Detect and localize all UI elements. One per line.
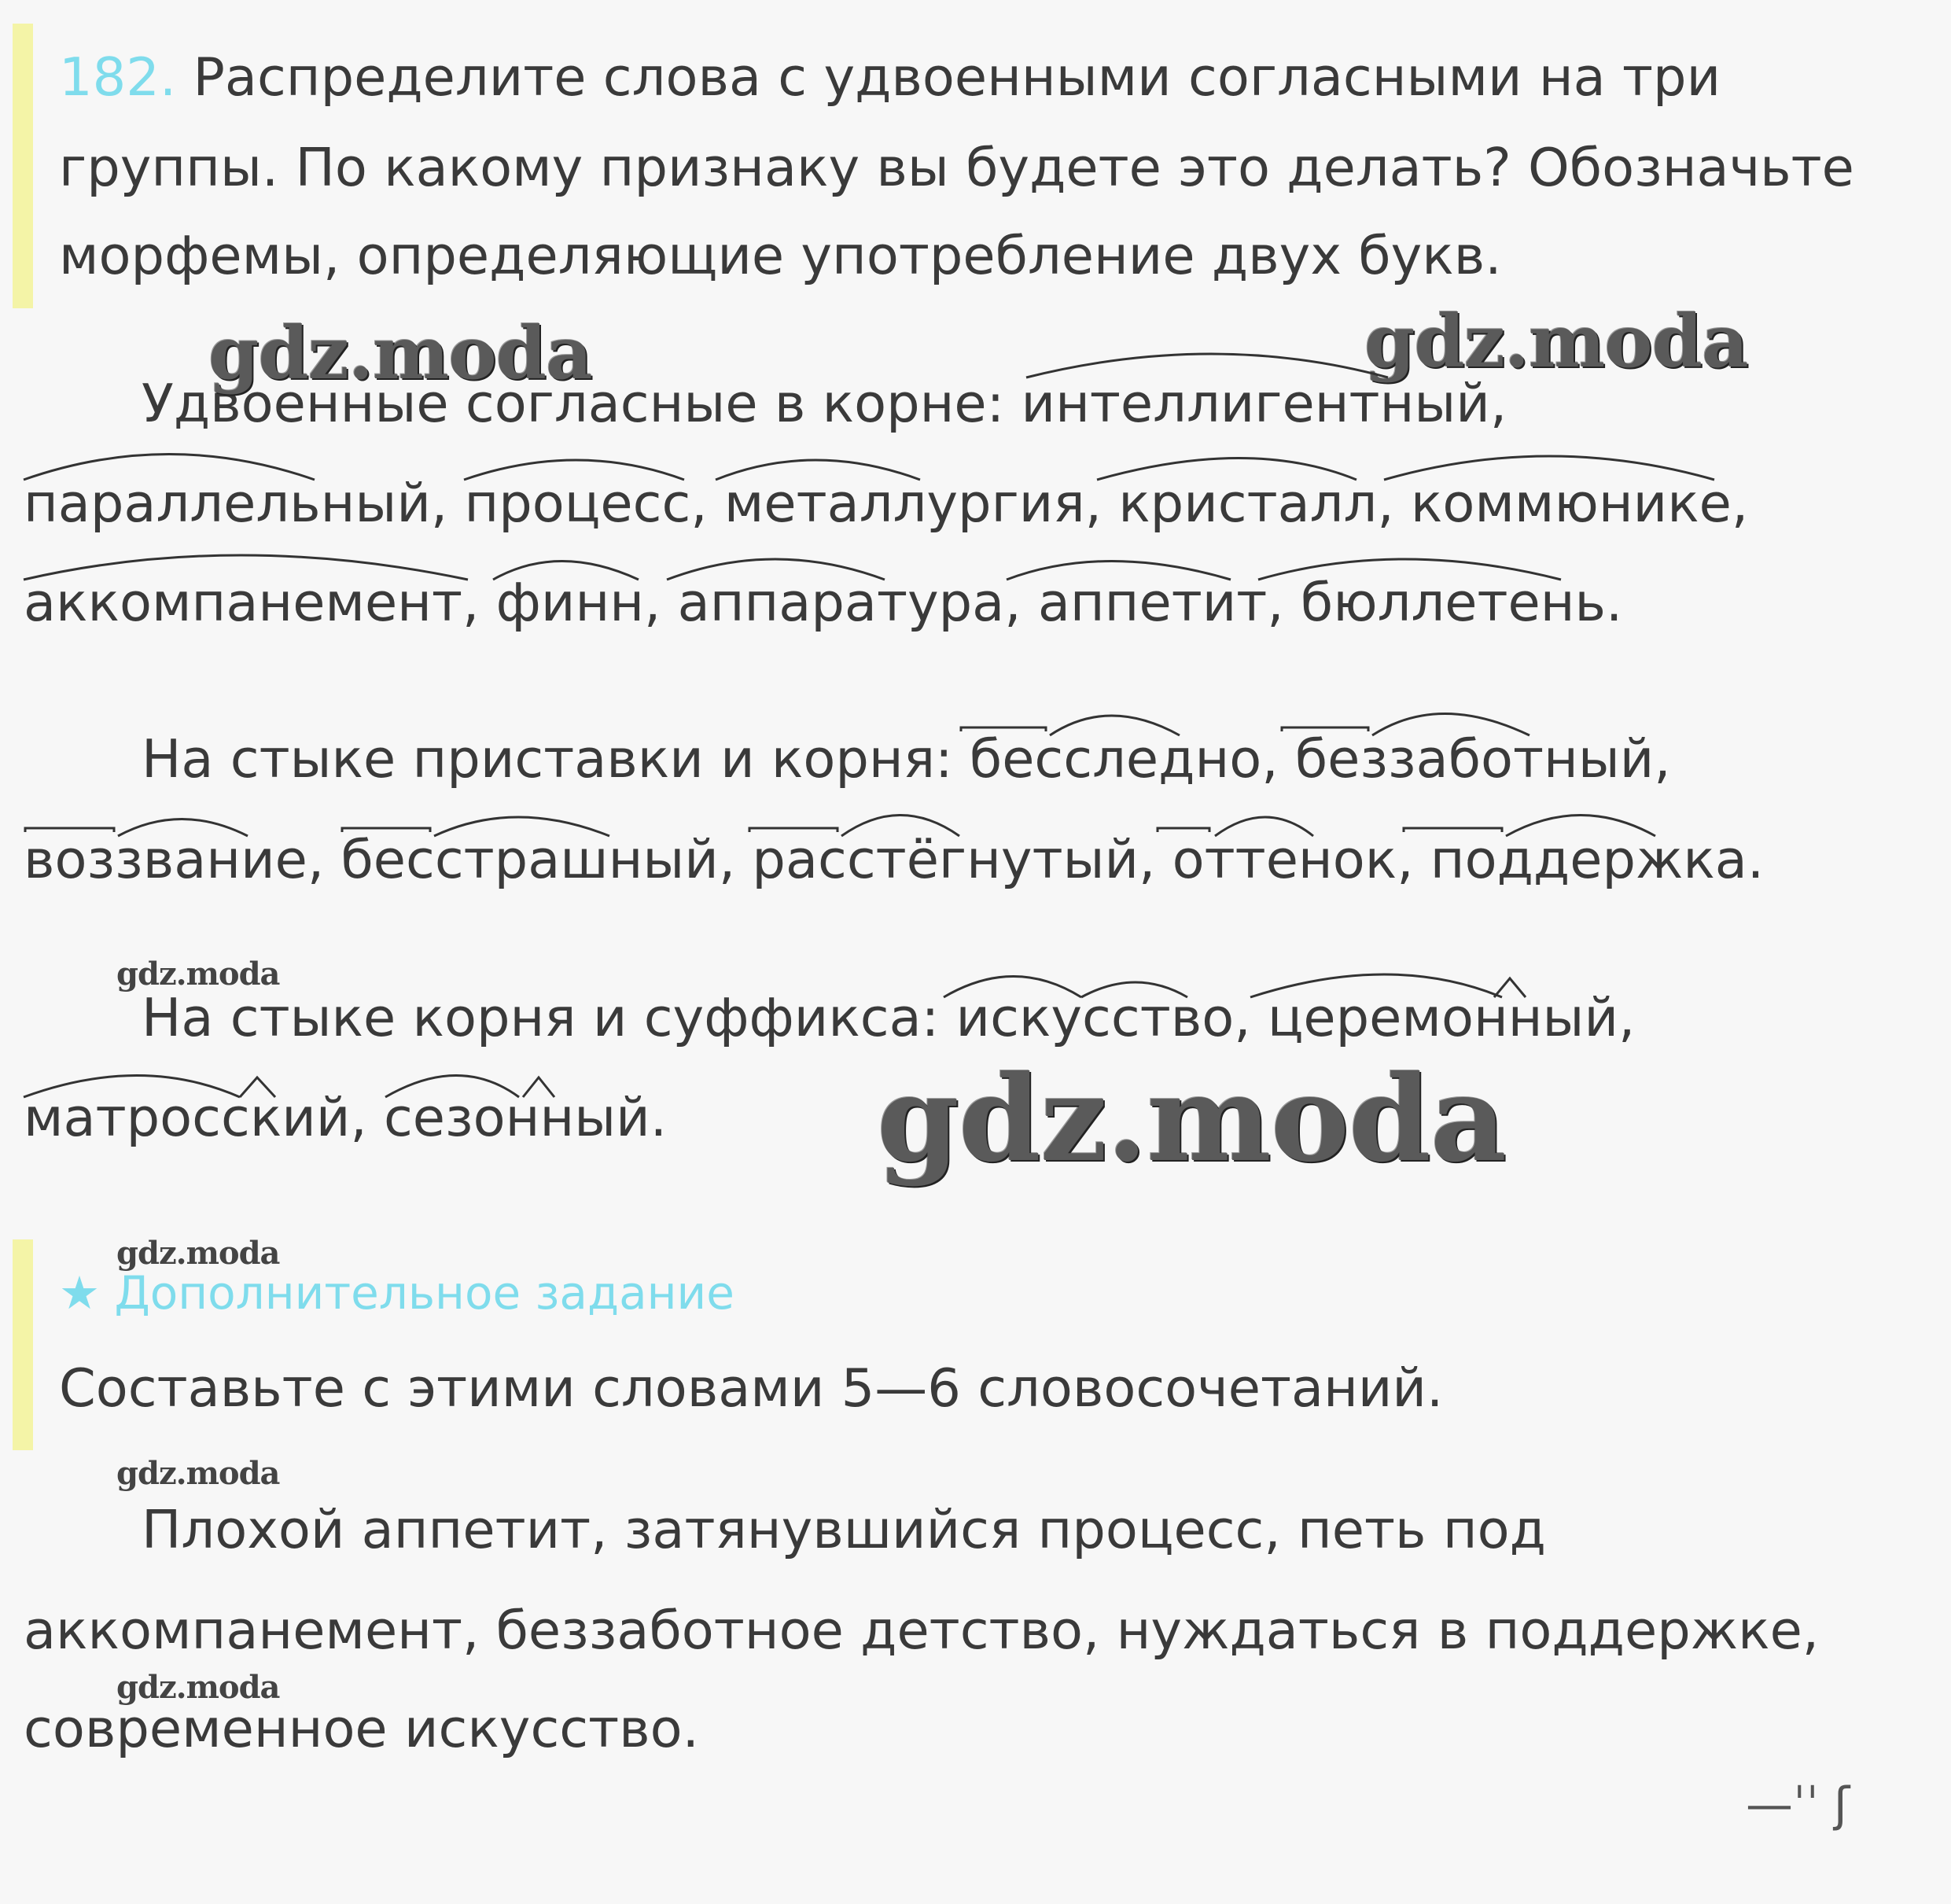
extra-answer-line-2: аккомпанемент, беззаботное детство, нуждаться в поддержке, — [24, 1600, 1820, 1661]
root-arc — [1215, 817, 1313, 836]
root-arc — [667, 559, 885, 580]
prefix-bracket — [1282, 727, 1368, 731]
group1-line-2: параллельный, процесс, металлургия, кристалл, коммюнике, — [24, 473, 1749, 534]
extra-title: Дополнительное задание — [114, 1266, 734, 1320]
task-text-1: Распределите слова с удвоенными согласными на три — [193, 46, 1721, 108]
task-line-2: группы. По какому признаку вы будете это делать? Обозначьте — [59, 137, 1854, 198]
prefix-bracket — [749, 828, 837, 832]
root-arc — [1372, 714, 1530, 736]
root-arc — [1097, 459, 1356, 481]
root-arc — [434, 817, 609, 836]
root-arc — [24, 1076, 240, 1098]
watermark: gdz.moda — [1364, 299, 1748, 384]
star-icon: ★ — [59, 1266, 100, 1320]
group1-line-3: аккомпанемент, финн, аппаратура, аппетит, бюллетень. — [24, 572, 1623, 633]
root-arc — [944, 977, 1081, 998]
root-arc — [1250, 974, 1502, 997]
group3-line-2: матросский, сезонный. — [24, 1087, 668, 1148]
suffix-caret-arc — [1081, 982, 1187, 997]
group1-line-1: Удвоенные согласные в корне: интеллигентный, — [142, 373, 1507, 434]
task-line-3: морфемы, определяющие употребление двух букв. — [59, 225, 1502, 286]
root-arc — [1258, 559, 1561, 580]
group2-line-2: воззвание, бесстрашный, расстёгнутый, оттенок, поддержка. — [24, 829, 1765, 890]
page-corner-fragment: —ˈˈ ʃ — [1746, 1777, 1850, 1832]
extra-text: Составьте с этими словами 5—6 словосочетаний. — [59, 1357, 1444, 1419]
watermark: gdz.moda — [116, 1669, 280, 1706]
root-arc — [1506, 816, 1655, 837]
root-arc — [1007, 562, 1231, 580]
root-arc — [24, 555, 468, 580]
root-arc — [841, 816, 959, 837]
prefix-bracket — [961, 727, 1046, 731]
watermark: gdz.moda — [208, 311, 592, 396]
root-arc — [1026, 354, 1388, 377]
watermark: gdz.moda — [116, 956, 280, 993]
root-arc — [385, 1076, 519, 1098]
root-arc — [1050, 716, 1180, 735]
extra-answer-line-1: Плохой аппетит, затянувшийся процесс, петь под — [142, 1499, 1546, 1560]
suffix-caret — [523, 1077, 554, 1097]
root-arc — [493, 562, 639, 580]
prefix-bracket — [25, 828, 114, 832]
group3-line-1: На стыке корня и суффикса: искусство, церемонный, — [142, 987, 1636, 1048]
root-arc — [118, 819, 248, 837]
watermark: gdz.moda — [116, 1455, 280, 1492]
root-arc — [464, 460, 684, 480]
suffix-caret — [1494, 978, 1526, 997]
prefix-bracket — [342, 828, 430, 832]
watermark: gdz.moda — [116, 1235, 280, 1272]
root-arc — [716, 460, 920, 480]
watermark: gdz.moda — [877, 1050, 1507, 1188]
suffix-caret — [240, 1077, 275, 1097]
task-number: 182. — [59, 46, 177, 108]
prefix-bracket — [1404, 828, 1502, 832]
extra-answer-line-3: современное искусство. — [24, 1698, 699, 1759]
prefix-bracket — [1158, 828, 1209, 832]
root-arc — [24, 455, 315, 481]
group2-line-1: На стыке приставки и корня: бесследно, беззаботный, — [142, 728, 1671, 790]
root-arc — [1384, 456, 1714, 480]
